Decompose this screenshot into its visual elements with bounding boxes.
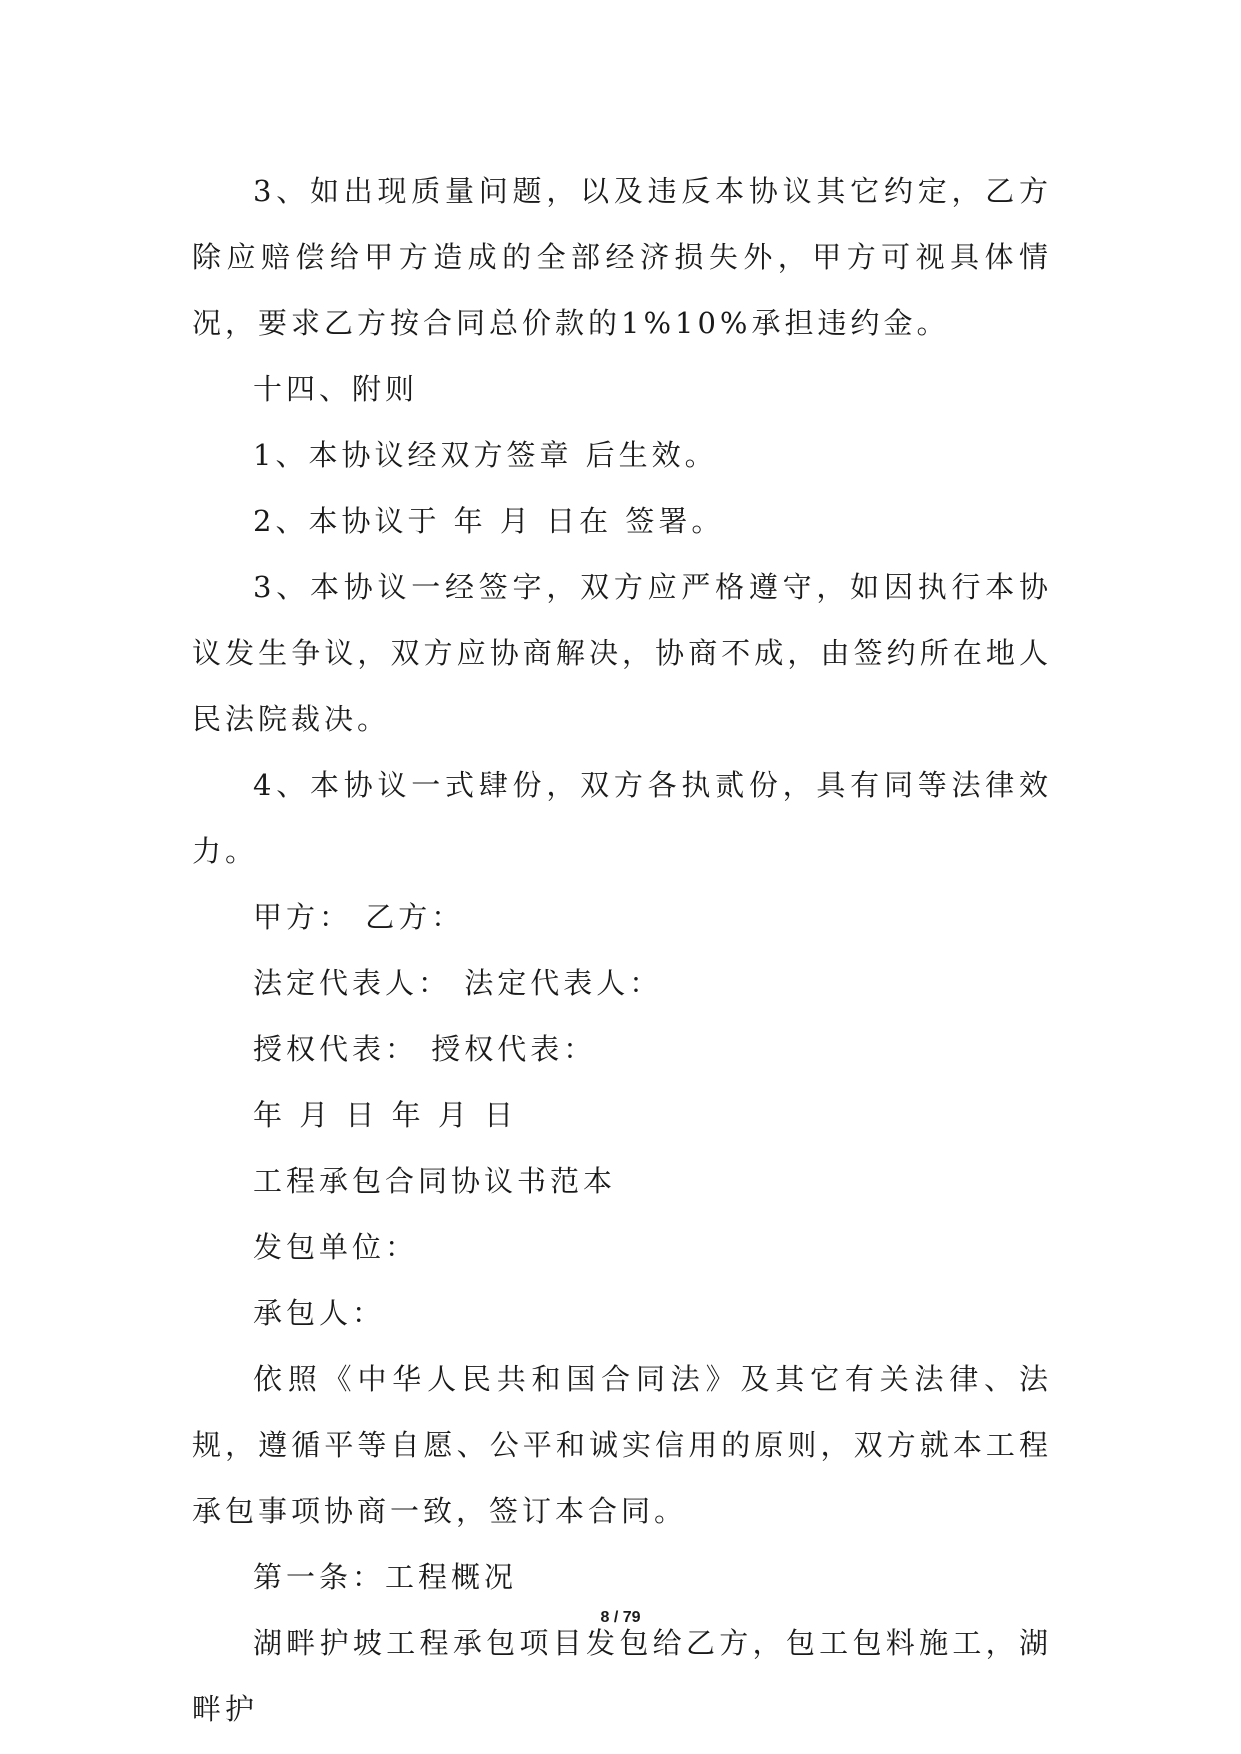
document-body — [192, 158, 1052, 1742]
page-number: 8 / 79 — [600, 1609, 641, 1626]
paragraph-dispute-clause: 3、本协议一经签字，双方应严格遵守，如因执行本协议发生争议，双方应协商解决，协商不成，由签约所在地人民法院裁决。 — [192, 570, 1052, 736]
paragraph-penalty-clause: 3、如出现质量问题，以及违反本协议其它约定，乙方除应赔偿给甲方造成的全部经济损失外，甲方可视具体情况，要求乙方按合同总价款的1%10%承担违约金。 — [192, 174, 1052, 340]
article-one-heading: 第一条：工程概况 — [253, 1560, 518, 1594]
contract-title: 工程承包合同协议书范本 — [253, 1164, 617, 1198]
contractor-field: 承包人： — [253, 1296, 386, 1330]
paragraph-signing-date: 2、本协议于 年 月 日在 签署。 — [253, 504, 725, 538]
employer-field: 发包单位： — [253, 1230, 419, 1264]
paragraph-effective-clause: 1、本协议经双方签章 后生效。 — [253, 438, 718, 472]
signature-authorized-rep-line: 授权代表： 授权代表： — [253, 1032, 597, 1066]
signature-legal-rep-line: 法定代表人： 法定代表人： — [253, 966, 663, 1000]
signature-parties-line: 甲方： 乙方： — [253, 900, 465, 934]
paragraph-copies-clause: 4、本协议一式肆份，双方各执贰份，具有同等法律效力。 — [192, 768, 1052, 868]
paragraph-project-overview: 湖畔护坡工程承包项目发包给乙方，包工包料施工，湖畔护 — [192, 1626, 1052, 1726]
paragraph-preamble: 依照《中华人民共和国合同法》及其它有关法律、法规，遵循平等自愿、公平和诚实信用的原则，双方就本工程承包事项协商一致，签订本合同。 — [192, 1362, 1052, 1528]
signature-date-line: 年 月 日 年 月 日 — [253, 1098, 518, 1132]
section-heading-appendix: 十四、附则 — [253, 372, 419, 406]
